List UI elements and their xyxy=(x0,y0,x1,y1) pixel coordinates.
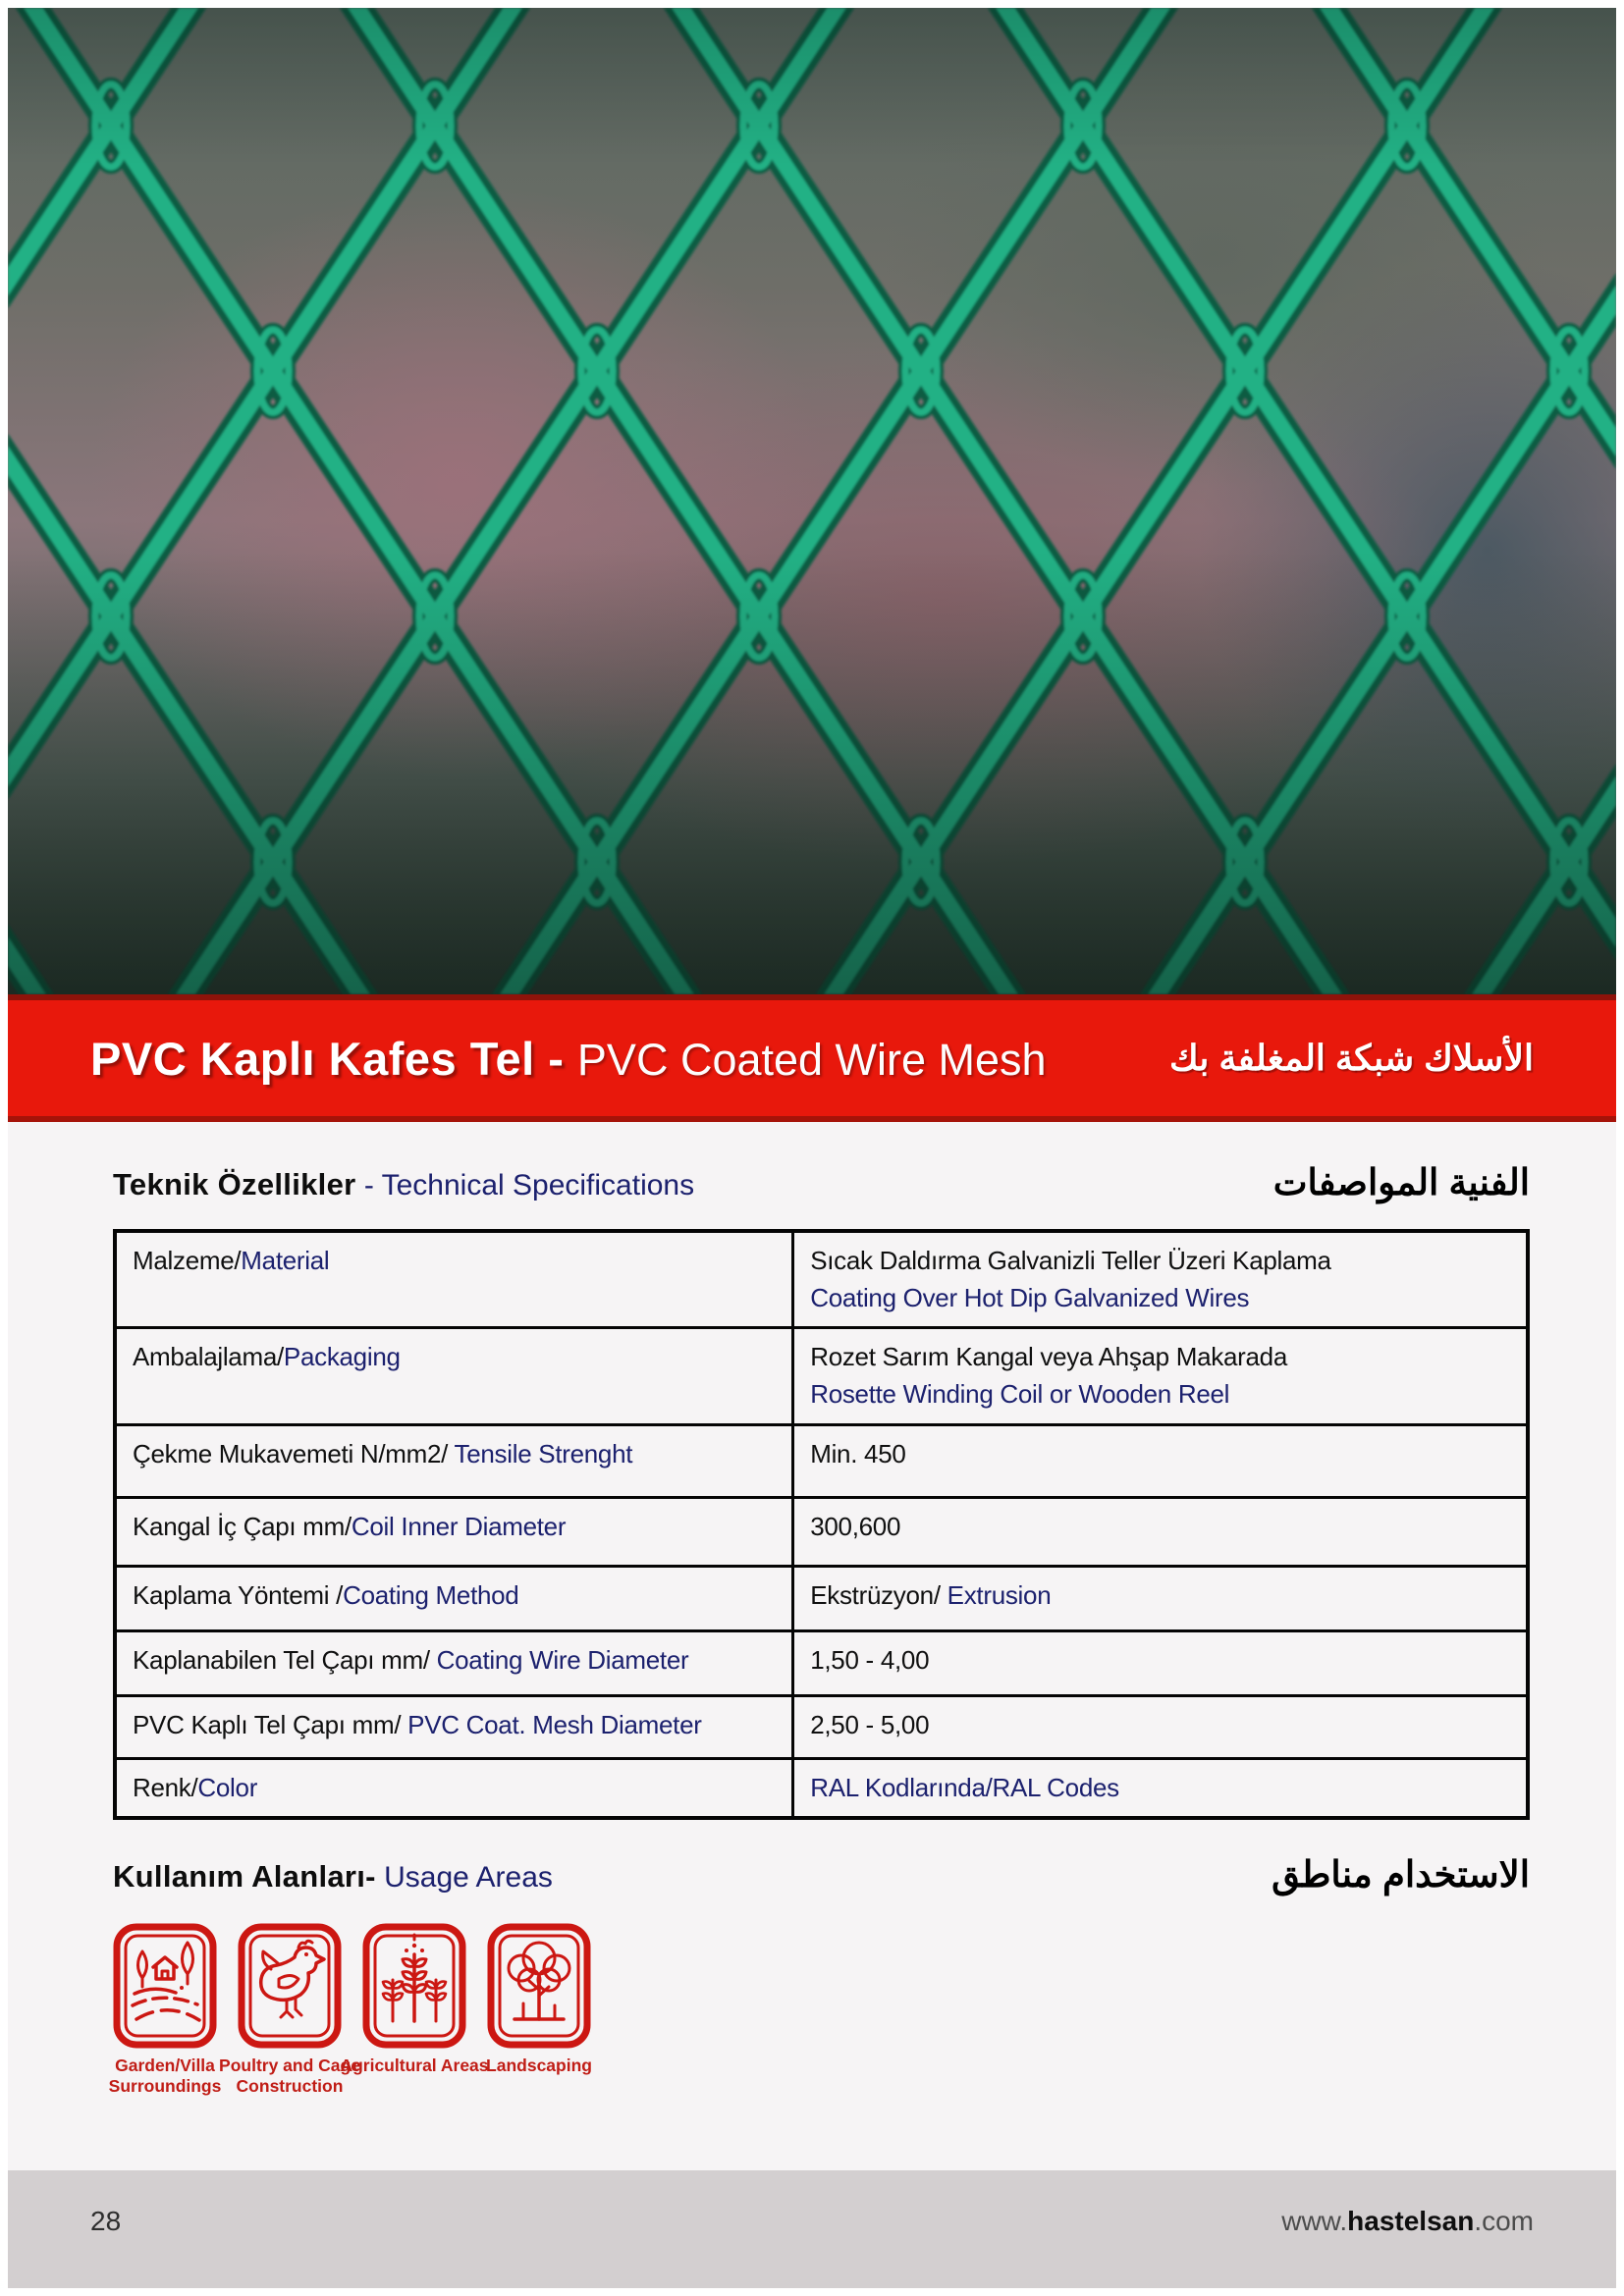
table-row xyxy=(115,1566,1528,1630)
website-suffix: .com xyxy=(1474,2206,1534,2236)
usage-heading xyxy=(113,1859,553,1895)
usage-areas xyxy=(108,1923,1530,2097)
spec-label-en: Coating Method xyxy=(343,1579,519,1610)
spec-label xyxy=(115,1328,793,1424)
usage-heading-arabic: الاستخدام مناطق xyxy=(1272,1854,1530,1896)
spec-value xyxy=(793,1497,1528,1566)
spec-label-en: Color xyxy=(197,1772,258,1802)
usage-heading-english: Usage Areas xyxy=(375,1861,553,1895)
spec-value xyxy=(793,1630,1528,1695)
specs-heading-arabic: الفنية المواصفات xyxy=(1272,1162,1530,1202)
spec-value-tr: 300,600 xyxy=(810,1511,901,1541)
usage-heading-turkish: Kullanım Alanları- xyxy=(113,1859,376,1895)
specs-heading-turkish: Teknik Özellikler xyxy=(113,1167,356,1201)
spec-value xyxy=(793,1328,1528,1424)
spec-label xyxy=(115,1630,793,1695)
spec-value-tr: Min. 450 xyxy=(810,1438,906,1468)
spec-value-tr: Sıcak Daldırma Galvanizli Teller Üzeri Kaplama xyxy=(810,1246,1331,1275)
usage-area-label: Landscaping xyxy=(486,2056,592,2076)
spec-label-tr: Ambalajlama/ xyxy=(133,1342,284,1372)
product-photo xyxy=(8,8,1616,994)
specs-heading-english: - Technical Specifications xyxy=(355,1169,695,1201)
page-content xyxy=(8,1122,1616,2170)
usage-area-item xyxy=(340,1923,489,2097)
spec-label-tr: Kangal İç Çapı mm/ xyxy=(133,1511,352,1541)
spec-label-en: Material xyxy=(241,1246,330,1275)
spec-label xyxy=(115,1566,793,1630)
photo-vignette xyxy=(8,8,1616,994)
spec-label xyxy=(115,1497,793,1566)
spec-label xyxy=(115,1695,793,1758)
spec-value xyxy=(793,1758,1528,1818)
spec-value-tr: 1,50 - 4,00 xyxy=(810,1644,930,1675)
usage-area-label: Poultry and Cage Construction xyxy=(219,2056,360,2097)
spec-value-tr: Ekstrüzyon/ xyxy=(810,1579,941,1610)
specs-table xyxy=(113,1229,1530,1820)
usage-heading-row xyxy=(113,1820,1530,1896)
spec-label xyxy=(115,1231,793,1328)
spec-label-en: PVC Coat. Mesh Diameter xyxy=(401,1709,702,1739)
website-prefix: www. xyxy=(1281,2206,1348,2236)
page-footer xyxy=(8,2170,1616,2288)
spec-label-en: Tensile Strenght xyxy=(448,1438,633,1468)
usage-area-item xyxy=(487,1923,591,2097)
banner-title-english: PVC Coated Wire Mesh xyxy=(576,1034,1047,1085)
spec-value-en: RAL Kodlarında/RAL Codes xyxy=(810,1772,1119,1802)
usage-area-label: Garden/Villa Surroundings xyxy=(108,2056,222,2097)
table-row xyxy=(115,1424,1528,1497)
spec-value xyxy=(793,1424,1528,1497)
usage-area-item xyxy=(108,1923,222,2097)
usage-area-item xyxy=(219,1923,360,2097)
spec-value-tr: 2,50 - 5,00 xyxy=(810,1709,930,1739)
table-row xyxy=(115,1231,1528,1328)
spec-label-tr: PVC Kaplı Tel Çapı mm/ xyxy=(133,1709,402,1739)
spec-label-tr: Çekme Mukavemeti N/mm2/ xyxy=(133,1438,449,1468)
spec-value-en: Rosette Winding Coil or Wooden Reel xyxy=(810,1379,1230,1410)
spec-label-en: Packaging xyxy=(283,1342,401,1372)
banner-title-arabic: الأسلاك شبكة المغلفة بك xyxy=(1168,1038,1534,1078)
spec-value xyxy=(793,1231,1528,1328)
banner-title-turkish: PVC Kaplı Kafes Tel - xyxy=(90,1032,577,1085)
wheat-icon xyxy=(362,1923,466,2049)
website-link[interactable] xyxy=(1281,2206,1534,2237)
trees-icon xyxy=(487,1923,591,2049)
poultry-icon xyxy=(238,1923,342,2049)
spec-label-tr: Kaplanabilen Tel Çapı mm/ xyxy=(133,1644,430,1675)
product-title-banner xyxy=(8,994,1616,1122)
page-number: 28 xyxy=(90,2206,122,2236)
specs-heading xyxy=(113,1167,694,1202)
spec-label-tr: Renk/ xyxy=(133,1772,198,1802)
spec-label xyxy=(115,1424,793,1497)
spec-value-tr: Rozet Sarım Kangal veya Ahşap Makarada xyxy=(810,1342,1287,1372)
website-name: hastelsan xyxy=(1347,2206,1475,2236)
spec-value-en: Coating Over Hot Dip Galvanized Wires xyxy=(810,1282,1250,1312)
spec-label-en: Coil Inner Diameter xyxy=(351,1511,567,1541)
table-row xyxy=(115,1695,1528,1758)
garden-villa-icon xyxy=(113,1923,217,2049)
usage-area-label: Agricultural Areas xyxy=(340,2056,489,2076)
banner-titles xyxy=(90,1032,1047,1086)
table-row xyxy=(115,1630,1528,1695)
spec-label xyxy=(115,1758,793,1818)
table-row xyxy=(115,1758,1528,1818)
spec-value-en: Extrusion xyxy=(940,1579,1052,1610)
specs-heading-row xyxy=(113,1122,1530,1203)
spec-label-tr: Kaplama Yöntemi / xyxy=(133,1579,344,1610)
spec-label-tr: Malzeme/ xyxy=(133,1246,242,1275)
spec-value xyxy=(793,1566,1528,1630)
table-row xyxy=(115,1497,1528,1566)
spec-value xyxy=(793,1695,1528,1758)
spec-label-en: Coating Wire Diameter xyxy=(429,1644,689,1675)
table-row xyxy=(115,1328,1528,1424)
